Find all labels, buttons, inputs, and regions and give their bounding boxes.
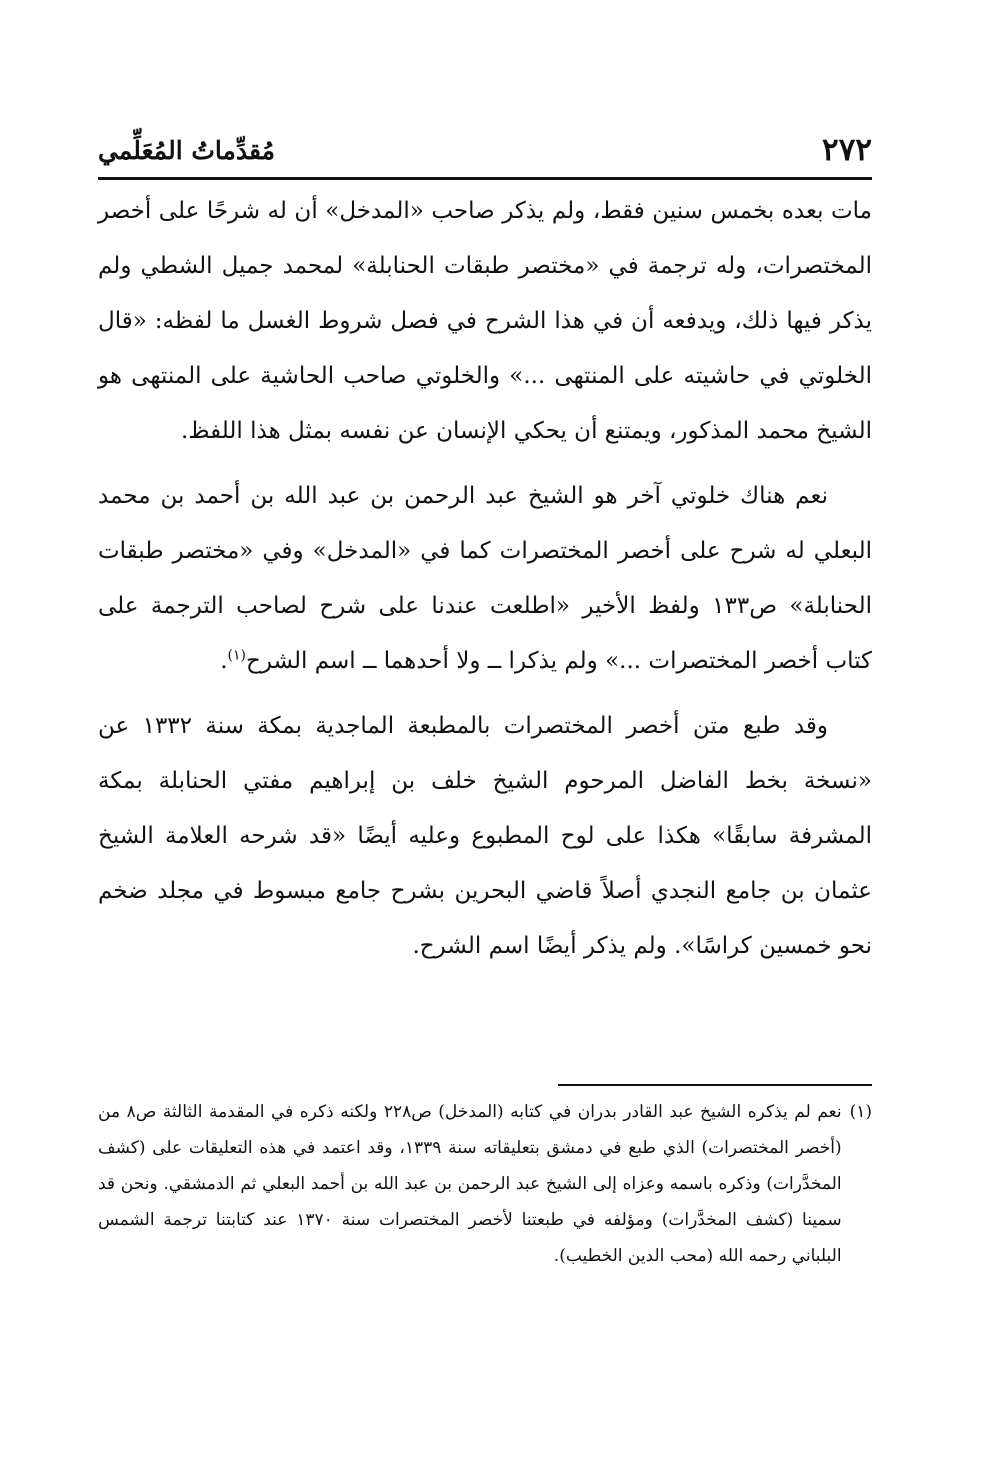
running-title: مُقدِّماتُ المُعَلِّمي [98,135,276,165]
main-text [98,184,872,984]
footnotes-section [98,1094,872,1274]
footnote-marker: (١) [849,1102,872,1122]
paragraph-2-text: نعم هناك خلوتي آخر هو الشيخ عبد الرحمن بن عبد الله بن أحمد بن محمد البعلي له شرح على أخصر المختصرات كما في «المدخل» وفي «مختصر طبقات الحنابلة» ص١٣٣ ولفظ الأخير «اطلعت عندنا على شرح لصاحب الترجمة على كتاب أخصر المختصرات ...» ولم يذكرا ــ ولا أحدهما ــ اسم الشرح [98,483,872,674]
footnote-reference[interactable]: (١) [227,647,246,664]
paragraph-2 [98,469,872,689]
footnote-item [98,1094,872,1274]
page-number: ٢٧٢ [822,132,872,168]
page-header [98,126,872,174]
paragraph-3: وقد طبع متن أخصر المختصرات بالمطبعة الماجدية بمكة سنة ١٣٣٢ عن «نسخة بخط الفاضل المرحوم الشيخ خلف بن إبراهيم مفتي الحنابلة بمكة المشرفة سابقًا» هكذا على لوح المطبوع وعليه أيضًا «قد شرحه العلامة الشيخ عثمان بن جامع النجدي أصلاً قاضي البحرين بشرح جامع مبسوط في مجلد ضخم نحو خمسين كراسًا». ولم يذكر أيضًا اسم الشرح. [98,713,872,959]
paragraph-1: مات بعده بخمس سنين فقط، ولم يذكر صاحب «المدخل» أن له شرحًا على أخصر المختصرات، وله ترجمة في «مختصر طبقات الحنابلة» لمحمد جميل الشطي ولم يذكر فيها ذلك، ويدفعه أن في هذا الشرح في فصل شروط الغسل ما لفظه: «قال الخلوتي في حاشيته على المنتهى ...» والخلوتي صاحب الحاشية على المنتهى هو الشيخ محمد المذكور، ويمتنع أن يحكي الإنسان عن نفسه بمثل هذا اللفظ. [98,198,872,444]
footnote-text: نعم لم يذكره الشيخ عبد القادر بدران في كتابه (المدخل) ص٢٢٨ ولكنه ذكره في المقدمة الثالثة ص٨ من (أخصر المختصرات) الذي طبع في دمشق بتعليقاته سنة ١٣٣٩، وقد اعتمد في هذه التعليقات على (كشف المخدَّرات) وذكره باسمه وعزاه إلى الشيخ عبد الرحمن بن عبد الله بن أحمد البعلي ثم الدمشقي. ونحن قد سمينا (كشف المخدَّرات) ومؤلفه في طبعتنا لأخصر المختصرات سنة ١٣٧٠ عند كتابتنا ترجمة الشمس البلباني رحمه الله (محب الدين الخطيب). [98,1102,842,1266]
footnote-separator [558,1084,872,1086]
paragraph-2-end: . [220,648,228,674]
header-rule [98,177,872,180]
